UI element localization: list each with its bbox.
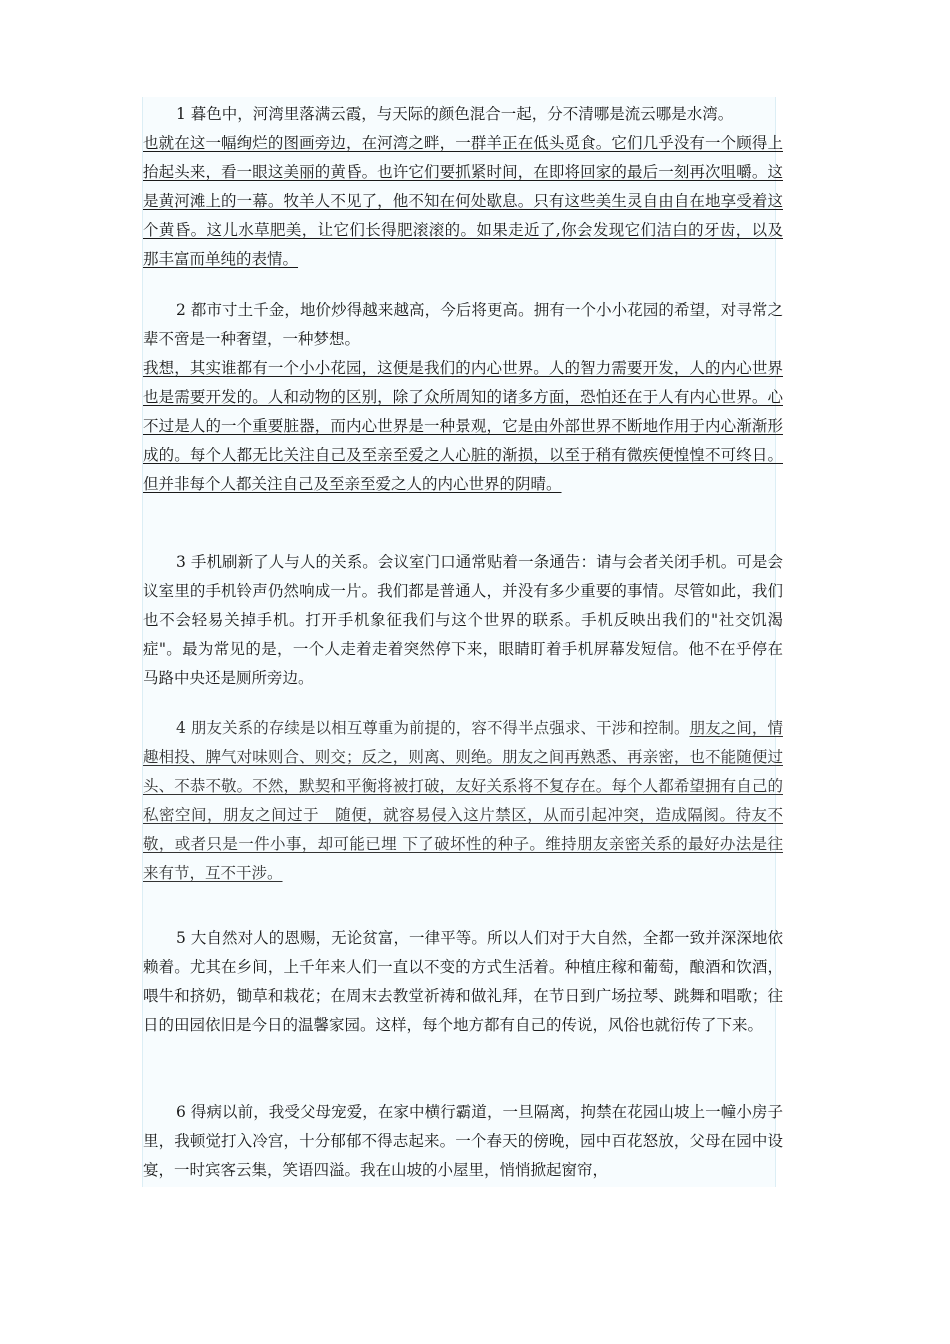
paragraph-4-intro: 4 朋友关系的存续是以相互尊重为前提的，容不得半点强求、干涉和控制。: [176, 719, 690, 737]
paragraph-2-underlined: 我想，其实谁都有一个小小花园，这便是我们的内心世界。人的智力需要开发，人的内心世界也是需要开发的。人和动物的区别，除了众所周知的诸多方面，恐怕还在于人有内心世界。心不过是人的一个重要脏器，而内心世界是一种景观，它是由外部世界不断地作用于内心渐渐形成的。每个人都无比关注自己及至亲至爱之人心脏的渐损，以至于稍有微疾便惶惶不可终日。但并非每个人都关注自己及至亲至爱之人的内心世界的阴晴。: [143, 359, 783, 493]
paragraph-1: [143, 100, 783, 274]
paragraph-2: [143, 296, 783, 499]
paragraph-5: [143, 924, 783, 1040]
paragraph-6: [143, 1098, 783, 1185]
paragraph-3: [143, 548, 783, 693]
paragraph-1-intro: 1 暮色中，河湾里落满云霞，与天际的颜色混合一起，分不清哪是流云哪是水湾。: [176, 105, 734, 123]
document-page: [142, 97, 783, 1187]
paragraph-3-text: 3 手机刷新了人与人的关系。会议室门口通常贴着一条通告：请与会者关闭手机。可是会议室里的手机铃声仍然响成一片。我们都是普通人，并没有多少重要的事情。尽管如此，我们也不会轻易关掉手机。打开手机象征我们与这个世界的联系。手机反映出我们的"社交饥渴症"。最为常见的是，一个人走着走着突然停下来，眼睛盯着手机屏幕发短信。他不在乎停在马路中央还是厕所旁边。: [143, 553, 783, 687]
paragraph-1-underlined: 也就在这一幅绚烂的图画旁边，在河湾之畔，一群羊正在低头觅食。它们几乎没有一个顾得上抬起头来，看一眼这美丽的黄昏。也许它们要抓紧时间，在即将回家的最后一刻再次咀嚼。这是黄河滩上的一幕。牧羊人不见了，他不知在何处歇息。只有这些美生灵自由自在地享受着这个黄昏。这儿水草肥美，让它们长得肥滚滚的。如果走近了,你会发现它们洁白的牙齿，以及那丰富而单纯的表情。: [143, 134, 783, 268]
paragraph-4: [143, 714, 783, 888]
paragraph-6-text: 6 得病以前，我受父母宠爱，在家中横行霸道，一旦隔离，拘禁在花园山坡上一幢小房子里，我顿觉打入冷宫，十分郁郁不得志起来。一个春天的傍晚，园中百花怒放，父母在园中设宴，一时宾客云集，笑语四溢。我在山坡的小屋里，悄悄掀起窗帘，: [143, 1103, 783, 1179]
paragraph-5-text: 5 大自然对人的恩赐，无论贫富，一律平等。所以人们对于大自然，全都一致并深深地依赖着。尤其在乡间，上千年来人们一直以不变的方式生活着。种植庄稼和葡萄，酿酒和饮酒，喂牛和挤奶，锄草和栽花；在周末去教堂祈祷和做礼拜，在节日到广场拉琴、跳舞和唱歌；往日的田园依旧是今日的温馨家园。这样，每个地方都有自己的传说，风俗也就衍传了下来。: [143, 929, 783, 1034]
paragraph-4-underlined: 朋友之间，情趣相投、脾气对味则合、则交；反之，则离、则绝。朋友之间再熟悉、再亲密，也不能随便过头、不恭不敬。不然，默契和平衡将被打破，友好关系将不复存在。每个人都希望拥有自己的私密空间，朋友之间过于 随便，就容易侵入这片禁区，从而引起冲突，造成隔阂。待友不敬，或者只是一件小事，却可能已埋 下了破坏性的种子。维持朋友亲密关系的最好办法是往来有节，互不干涉。: [143, 719, 783, 882]
paragraph-2-intro: 2 都市寸土千金，地价炒得越来越高，今后将更高。拥有一个小小花园的希望，对寻常之辈不啻是一种奢望，一种梦想。: [143, 301, 783, 348]
